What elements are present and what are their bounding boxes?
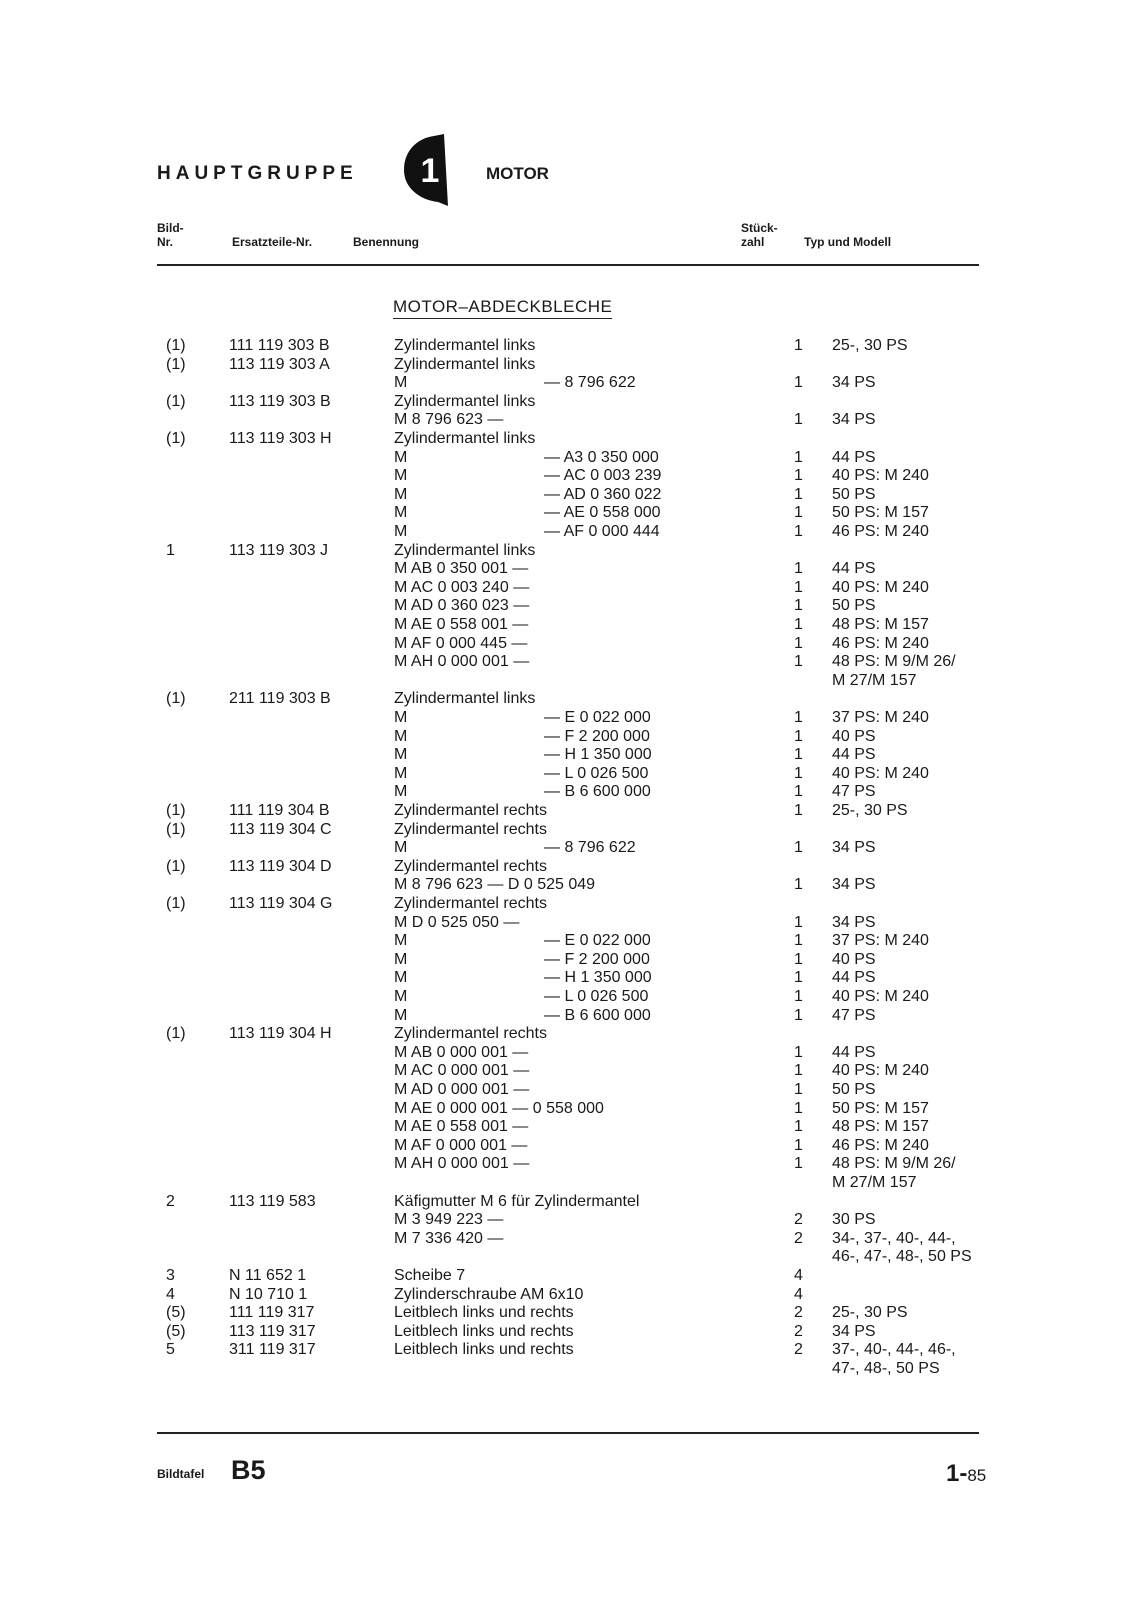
quantity: 4: [794, 1267, 803, 1284]
type-model: 48 PS: M 157: [832, 616, 929, 633]
table-row: [0, 1247, 1132, 1266]
table-row: [0, 1043, 1132, 1062]
table-row: [0, 931, 1132, 950]
table-row: [0, 727, 1132, 746]
table-row: [0, 392, 1132, 411]
table-row: [0, 1340, 1132, 1359]
description-range: — AE 0 558 000: [544, 504, 661, 522]
part-number: 113 119 303 A: [229, 355, 330, 373]
table-row: [0, 950, 1132, 969]
table-row: [0, 838, 1132, 857]
type-model: 37 PS: M 240: [832, 932, 929, 950]
group-number-badge: [398, 132, 454, 208]
table-row: [0, 448, 1132, 467]
type-model: 34 PS: [832, 913, 876, 931]
description-range: — B 6 600 000: [544, 1006, 651, 1024]
section-title: MOTOR–ABDECKBLECHE: [393, 297, 612, 319]
quantity: 1: [794, 1155, 803, 1173]
description-range: — 8 796 622: [544, 374, 636, 392]
description-range: — E 0 022 000: [544, 932, 651, 950]
table-row: [0, 764, 1132, 783]
quantity: 4: [794, 1285, 803, 1303]
part-number: 113 119 304 H: [229, 1025, 332, 1043]
quantity: 1: [794, 1062, 803, 1080]
table-row: [0, 968, 1132, 987]
type-model: 44 PS: [832, 746, 876, 764]
type-model: 44 PS: [832, 560, 876, 578]
description-range: — H 1 350 000: [544, 969, 652, 987]
description: M AD 0 000 001 —: [394, 1081, 530, 1098]
table-row: [0, 429, 1132, 448]
page-number: 1-85: [946, 1460, 987, 1487]
description: Zylindermantel links: [394, 541, 536, 559]
type-model: 25-, 30 PS: [832, 1304, 908, 1322]
type-model: 48 PS: M 9/M 26/: [832, 653, 956, 671]
type-model: 47 PS: [832, 783, 876, 801]
description: M AB 0 350 001 —: [394, 560, 529, 578]
type-model: 25-, 30 PS: [832, 337, 908, 354]
table-row: [0, 485, 1132, 504]
table-row: [0, 652, 1132, 671]
description: Zylindermantel links: [394, 392, 536, 410]
quantity: 1: [794, 1006, 803, 1024]
part-number: 113 119 303 H: [229, 430, 332, 447]
description: Leitblech links und rechts: [394, 1304, 574, 1322]
description: Zylindermantel links: [394, 430, 536, 447]
type-model: M 27/M 157: [832, 1174, 917, 1191]
part-number: 113 119 583: [229, 1192, 316, 1210]
type-model: 40 PS: M 240: [832, 764, 929, 782]
table-row: [0, 336, 1132, 355]
part-number: 211 119 303 B: [229, 690, 331, 708]
part-number: 113 119 304 D: [229, 857, 332, 875]
table-row: [0, 596, 1132, 615]
table-row: [0, 1006, 1132, 1025]
type-model: 50 PS: M 157: [832, 1099, 929, 1117]
part-number: 311 119 317: [229, 1341, 316, 1359]
quantity: 1: [794, 727, 803, 745]
description: M: [394, 988, 408, 1005]
description: M 8 796 623 — D 0 525 049: [394, 876, 596, 894]
quantity: 1: [794, 597, 803, 615]
description: M AH 0 000 001 —: [394, 1155, 530, 1173]
table-row: [0, 466, 1132, 485]
table-row: [0, 1136, 1132, 1155]
description: Leitblech links und rechts: [394, 1341, 574, 1359]
description: M AE 0 000 001 — 0 558 000: [394, 1099, 604, 1117]
table-row: [0, 913, 1132, 932]
part-number: 113 119 304 C: [229, 820, 332, 838]
bild-nr: (1): [166, 690, 186, 708]
type-model: 44 PS: [832, 969, 876, 987]
description: Zylindermantel rechts: [394, 895, 547, 912]
bild-nr: 5: [166, 1341, 175, 1359]
description: M: [394, 709, 408, 726]
quantity: 1: [794, 1118, 803, 1136]
table-row: [0, 559, 1132, 578]
description: M: [394, 950, 408, 968]
group-label: HAUPTGRUPPE: [157, 163, 358, 184]
col-bild-nr: Bild- Nr.: [157, 221, 184, 249]
quantity: 1: [794, 448, 803, 466]
type-model: 46 PS: M 240: [832, 634, 929, 652]
table-row: [0, 1303, 1132, 1322]
part-number: 113 119 317: [229, 1322, 316, 1340]
bild-nr: (1): [166, 392, 186, 410]
part-number: 113 119 303 B: [229, 392, 331, 410]
bild-nr: (5): [166, 1322, 186, 1340]
bild-nr: (1): [166, 355, 186, 373]
description: M AD 0 360 023 —: [394, 597, 530, 615]
description-range: — L 0 026 500: [544, 988, 649, 1005]
quantity: 1: [794, 1136, 803, 1154]
description: M 8 796 623 —: [394, 411, 504, 429]
part-number: 111 119 303 B: [229, 337, 330, 354]
quantity: 1: [794, 467, 803, 485]
description-range: — AF 0 000 444: [544, 523, 660, 540]
type-model: 34 PS: [832, 876, 876, 894]
table-row: [0, 1154, 1132, 1173]
description: M: [394, 485, 408, 503]
table-row: [0, 373, 1132, 392]
type-model: 50 PS: [832, 597, 876, 615]
quantity: 1: [794, 764, 803, 782]
description: M: [394, 448, 408, 466]
description: M: [394, 839, 408, 857]
type-model: 46-, 47-, 48-, 50 PS: [832, 1248, 972, 1266]
description: Zylindermantel rechts: [394, 820, 547, 838]
type-model: 40 PS: [832, 950, 876, 968]
quantity: 2: [794, 1322, 803, 1340]
col-typ-modell: Typ und Modell: [804, 235, 892, 249]
quantity: 1: [794, 1099, 803, 1117]
bild-nr: 3: [166, 1267, 175, 1284]
header-rule: [157, 264, 979, 266]
quantity: 1: [794, 523, 803, 540]
description: M: [394, 932, 408, 950]
description-range: — F 2 200 000: [544, 950, 650, 968]
type-model: 46 PS: M 240: [832, 523, 929, 540]
type-model: 50 PS: [832, 1081, 876, 1098]
quantity: 2: [794, 1341, 803, 1359]
type-model: 40 PS: M 240: [832, 1062, 929, 1080]
type-model: 40 PS: M 240: [832, 467, 929, 485]
description: M AC 0 000 001 —: [394, 1062, 530, 1080]
description: M D 0 525 050 —: [394, 913, 520, 931]
description: M AE 0 558 001 —: [394, 1118, 529, 1136]
bild-nr: 2: [166, 1192, 175, 1210]
table-row: [0, 1024, 1132, 1043]
table-row: [0, 875, 1132, 894]
col-stueckzahl: Stück- zahl: [741, 221, 778, 249]
part-number: 111 119 304 B: [229, 802, 330, 819]
table-row: [0, 1099, 1132, 1118]
description: M: [394, 1006, 408, 1024]
quantity: 1: [794, 634, 803, 652]
type-model: 47 PS: [832, 1006, 876, 1024]
description-range: — 8 796 622: [544, 839, 636, 857]
quantity: 1: [794, 839, 803, 857]
type-model: 44 PS: [832, 1043, 876, 1061]
description-range: — F 2 200 000: [544, 727, 650, 745]
type-model: 34 PS: [832, 1322, 876, 1340]
bild-nr: (1): [166, 337, 186, 354]
quantity: 1: [794, 709, 803, 726]
description: M: [394, 764, 408, 782]
table-row: [0, 1061, 1132, 1080]
description: Zylindermantel rechts: [394, 857, 547, 875]
description: M: [394, 374, 408, 392]
type-model: 34 PS: [832, 374, 876, 392]
table-row: [0, 1192, 1132, 1211]
table-row: [0, 894, 1132, 913]
table-row: [0, 857, 1132, 876]
quantity: 1: [794, 969, 803, 987]
quantity: 1: [794, 802, 803, 819]
quantity: 2: [794, 1229, 803, 1247]
part-number: N 11 652 1: [229, 1267, 307, 1284]
type-model: 34-, 37-, 40-, 44-,: [832, 1229, 956, 1247]
bild-nr: (1): [166, 430, 186, 447]
description: Zylindermantel links: [394, 355, 536, 373]
quantity: 1: [794, 374, 803, 392]
description: M: [394, 467, 408, 485]
table-row: [0, 1322, 1132, 1341]
description: Zylinderschraube AM 6x10: [394, 1285, 584, 1303]
table-row: [0, 671, 1132, 690]
table-row: [0, 578, 1132, 597]
description: M AF 0 000 445 —: [394, 634, 528, 652]
quantity: 1: [794, 485, 803, 503]
quantity: 1: [794, 783, 803, 801]
type-model: 40 PS: M 240: [832, 988, 929, 1005]
quantity: 1: [794, 1043, 803, 1061]
description: Zylindermantel links: [394, 690, 536, 708]
quantity: 1: [794, 746, 803, 764]
description-range: — L 0 026 500: [544, 764, 649, 782]
bild-nr: 4: [166, 1285, 175, 1303]
table-row: [0, 820, 1132, 839]
quantity: 1: [794, 950, 803, 968]
table-row: [0, 782, 1132, 801]
type-model: 30 PS: [832, 1211, 876, 1229]
description-range: — AD 0 360 022: [544, 485, 662, 503]
quantity: 1: [794, 913, 803, 931]
group-number: 1: [420, 152, 440, 190]
table-row: [0, 801, 1132, 820]
quantity: 1: [794, 578, 803, 596]
bild-nr: 1: [166, 541, 175, 559]
table-row: [0, 1117, 1132, 1136]
type-model: 46 PS: M 240: [832, 1136, 929, 1154]
type-model: 25-, 30 PS: [832, 802, 908, 819]
table-row: [0, 1229, 1132, 1248]
bild-nr: (1): [166, 820, 186, 838]
col-benennung: Benennung: [353, 235, 419, 249]
type-model: 50 PS: M 157: [832, 504, 929, 522]
description: M 7 336 420 —: [394, 1229, 504, 1247]
quantity: 1: [794, 932, 803, 950]
type-model: 48 PS: M 9/M 26/: [832, 1155, 956, 1173]
description: M 3 949 223 —: [394, 1211, 504, 1229]
quantity: 1: [794, 876, 803, 894]
table-row: [0, 1285, 1132, 1304]
bild-nr: (1): [166, 802, 186, 819]
table-row: [0, 745, 1132, 764]
table-row: [0, 410, 1132, 429]
type-model: 40 PS: [832, 727, 876, 745]
quantity: 1: [794, 411, 803, 429]
table-row: [0, 503, 1132, 522]
quantity: 2: [794, 1304, 803, 1322]
table-row: [0, 1266, 1132, 1285]
table-row: [0, 689, 1132, 708]
description: M: [394, 523, 408, 540]
description-range: — H 1 350 000: [544, 746, 652, 764]
type-model: M 27/M 157: [832, 671, 917, 689]
description: M: [394, 969, 408, 987]
table-row: [0, 615, 1132, 634]
description: Käfigmutter M 6 für Zylindermantel: [394, 1192, 640, 1210]
table-row: [0, 708, 1132, 727]
description: M AB 0 000 001 —: [394, 1043, 529, 1061]
table-row: [0, 541, 1132, 560]
footer-rule: [157, 1432, 979, 1434]
type-model: 50 PS: [832, 485, 876, 503]
table-row: [0, 522, 1132, 541]
part-number: N 10 710 1: [229, 1285, 308, 1303]
plate-id: B5: [231, 1455, 266, 1485]
description: Zylindermantel links: [394, 337, 536, 354]
type-model: 37-, 40-, 44-, 46-,: [832, 1341, 956, 1359]
description: Scheibe 7: [394, 1267, 466, 1284]
type-model: 48 PS: M 157: [832, 1118, 929, 1136]
part-number: 111 119 317: [229, 1304, 315, 1322]
table-row: [0, 1359, 1132, 1378]
quantity: 1: [794, 337, 803, 354]
type-model: 34 PS: [832, 411, 876, 429]
description: M: [394, 504, 408, 522]
description: M: [394, 783, 408, 801]
description-range: — AC 0 003 239: [544, 467, 662, 485]
part-number: 113 119 304 G: [229, 895, 333, 912]
plate-label: Bildtafel: [157, 1467, 205, 1481]
quantity: 2: [794, 1211, 803, 1229]
description: M AF 0 000 001 —: [394, 1136, 528, 1154]
group-name: MOTOR: [486, 164, 549, 183]
table-row: [0, 1173, 1132, 1192]
bild-nr: (1): [166, 895, 186, 912]
type-model: 34 PS: [832, 839, 876, 857]
quantity: 1: [794, 560, 803, 578]
description: M AH 0 000 001 —: [394, 653, 530, 671]
type-model: 44 PS: [832, 448, 876, 466]
description-range: — A3 0 350 000: [544, 448, 659, 466]
table-row: [0, 1210, 1132, 1229]
description: Leitblech links und rechts: [394, 1322, 574, 1340]
type-model: 47-, 48-, 50 PS: [832, 1360, 940, 1377]
quantity: 1: [794, 504, 803, 522]
bild-nr: (1): [166, 857, 186, 875]
table-row: [0, 355, 1132, 374]
description: M AE 0 558 001 —: [394, 616, 529, 633]
type-model: 40 PS: M 240: [832, 578, 929, 596]
description: M AC 0 003 240 —: [394, 578, 530, 596]
bild-nr: (5): [166, 1304, 186, 1322]
description: Zylindermantel rechts: [394, 1025, 547, 1043]
description: Zylindermantel rechts: [394, 802, 547, 819]
table-row: [0, 634, 1132, 653]
description-range: — E 0 022 000: [544, 709, 651, 726]
table-row: [0, 1080, 1132, 1099]
type-model: 37 PS: M 240: [832, 709, 929, 726]
part-number: 113 119 303 J: [229, 541, 329, 559]
description: M: [394, 746, 408, 764]
table-row: [0, 987, 1132, 1006]
quantity: 1: [794, 988, 803, 1005]
quantity: 1: [794, 653, 803, 671]
description-range: — B 6 600 000: [544, 783, 651, 801]
bild-nr: (1): [166, 1025, 186, 1043]
description: M: [394, 727, 408, 745]
quantity: 1: [794, 1081, 803, 1098]
col-ersatzteil-nr: Ersatzteile-Nr.: [232, 235, 313, 249]
quantity: 1: [794, 616, 803, 633]
